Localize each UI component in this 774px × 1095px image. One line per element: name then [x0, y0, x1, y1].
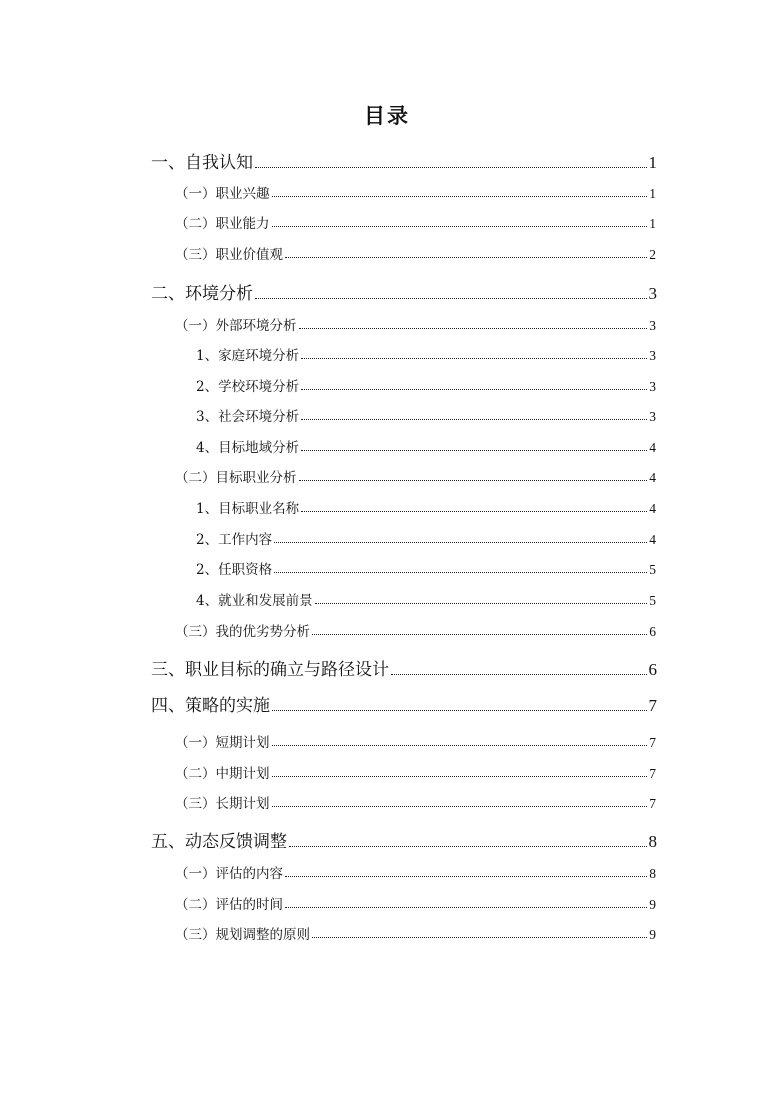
dot-leader [255, 298, 647, 299]
toc-entry-page-number: 1 [648, 153, 657, 172]
toc-entry-page-number: 4 [649, 470, 656, 485]
dot-leader [289, 846, 647, 847]
toc-entry-label: （二）中期计划 [175, 766, 270, 782]
dot-leader [301, 511, 647, 512]
toc-entry-label: （三）规划调整的原则 [175, 927, 310, 943]
toc-entry-level-3[interactable] [196, 558, 656, 578]
toc-entry-label: （一）外部环境分析 [175, 318, 297, 334]
toc-entry-label: （二）职业能力 [175, 216, 270, 232]
toc-entry-label: （二）目标职业分析 [175, 470, 297, 486]
toc-entry-label: （一）评估的内容 [175, 866, 283, 882]
dot-leader [301, 419, 647, 420]
toc-entry-level-1[interactable] [151, 279, 657, 304]
toc-entry-level-2[interactable] [175, 792, 656, 812]
toc-entry-level-3[interactable] [196, 528, 656, 548]
toc-entry-label: 五、动态反馈调整 [151, 832, 287, 852]
toc-entry-page-number: 3 [648, 284, 657, 303]
dot-leader [285, 907, 647, 908]
dot-leader [272, 745, 648, 746]
toc-entry-label: 二、环境分析 [151, 284, 253, 304]
toc-entry-page-number: 7 [649, 796, 656, 811]
toc-entry-label: 1、目标职业名称 [196, 501, 300, 517]
toc-entry-page-number: 1 [649, 186, 656, 201]
toc-entry-page-number: 3 [649, 318, 656, 333]
toc-entry-level-2[interactable] [175, 620, 656, 640]
toc-entry-page-number: 3 [649, 379, 656, 394]
toc-entry-label: 三、职业目标的确立与路径设计 [151, 660, 389, 680]
toc-entry-level-1[interactable] [151, 691, 657, 716]
toc-entry-page-number: 1 [649, 216, 656, 231]
toc-entry-page-number: 4 [649, 532, 656, 547]
toc-entry-page-number: 8 [649, 866, 656, 881]
toc-entry-label: （一）职业兴趣 [175, 186, 270, 202]
toc-entry-label: 1、家庭环境分析 [196, 348, 300, 364]
dot-leader [301, 389, 647, 390]
dot-leader [272, 806, 648, 807]
dot-leader [301, 358, 647, 359]
toc-entry-page-number: 8 [648, 832, 657, 851]
toc-entry-page-number: 6 [649, 624, 656, 639]
toc-entry-label: （三）我的优劣势分析 [175, 624, 310, 640]
toc-entry-label: 2、学校环境分析 [196, 379, 300, 395]
toc-entry-level-3[interactable] [196, 497, 656, 517]
toc-entry-level-3[interactable] [196, 405, 656, 425]
dot-leader [255, 167, 647, 168]
toc-entry-level-2[interactable] [175, 212, 656, 232]
dot-leader [285, 876, 647, 877]
toc-entry-level-3[interactable] [196, 589, 656, 609]
dot-leader [315, 603, 648, 604]
toc-entry-label: （二）评估的时间 [175, 897, 283, 913]
toc-entry-page-number: 7 [648, 696, 657, 715]
toc-entry-level-2[interactable] [175, 923, 656, 943]
toc-entry-page-number: 4 [649, 440, 656, 455]
toc-entry-level-1[interactable] [151, 148, 657, 173]
toc-entry-level-3[interactable] [196, 344, 656, 364]
dot-leader [299, 328, 648, 329]
toc-entry-level-3[interactable] [196, 375, 656, 395]
dot-leader [274, 572, 647, 573]
toc-entry-level-2[interactable] [175, 182, 656, 202]
toc-entry-level-2[interactable] [175, 731, 656, 751]
toc-entry-label: 四、策略的实施 [151, 696, 270, 716]
toc-entry-level-1[interactable] [151, 655, 657, 680]
toc-entry-level-2[interactable] [175, 862, 656, 882]
toc-entry-page-number: 7 [649, 766, 656, 781]
toc-entry-level-2[interactable] [175, 243, 656, 263]
dot-leader [312, 634, 647, 635]
toc-entry-level-2[interactable] [175, 762, 656, 782]
dot-leader [391, 674, 647, 675]
dot-leader [274, 542, 647, 543]
dot-leader [272, 776, 648, 777]
toc-entry-page-number: 6 [648, 660, 657, 679]
toc-entry-level-1[interactable] [151, 827, 657, 852]
toc-entry-page-number: 4 [649, 501, 656, 516]
toc-entry-level-2[interactable] [175, 314, 656, 334]
toc-entry-label: 2、任职资格 [196, 562, 273, 578]
toc-title: 目录 [364, 103, 410, 128]
toc-entry-page-number: 9 [649, 897, 656, 912]
dot-leader [272, 226, 648, 227]
toc-entry-level-2[interactable] [175, 466, 656, 486]
toc-entry-level-2[interactable] [175, 893, 656, 913]
toc-entry-page-number: 3 [649, 348, 656, 363]
dot-leader [301, 450, 647, 451]
toc-entry-page-number: 7 [649, 735, 656, 750]
toc-entry-label: 2、工作内容 [196, 532, 273, 548]
toc-entry-label: 4、就业和发展前景 [196, 593, 313, 609]
dot-leader [272, 710, 647, 711]
toc-entry-label: （三）职业价值观 [175, 247, 283, 263]
dot-leader [312, 937, 647, 938]
toc-entry-page-number: 3 [649, 409, 656, 424]
toc-entry-level-3[interactable] [196, 436, 656, 456]
toc-entry-label: （三）长期计划 [175, 796, 270, 812]
toc-entry-page-number: 2 [649, 247, 656, 262]
toc-entry-page-number: 5 [649, 593, 656, 608]
toc-entry-label: 一、自我认知 [151, 153, 253, 173]
toc-entry-label: 4、目标地域分析 [196, 440, 300, 456]
toc-entry-page-number: 9 [649, 927, 656, 942]
dot-leader [272, 196, 648, 197]
toc-entry-page-number: 5 [649, 562, 656, 577]
toc-entry-label: （一）短期计划 [175, 735, 270, 751]
dot-leader [285, 257, 647, 258]
toc-entry-label: 3、社会环境分析 [196, 409, 300, 425]
dot-leader [299, 480, 648, 481]
